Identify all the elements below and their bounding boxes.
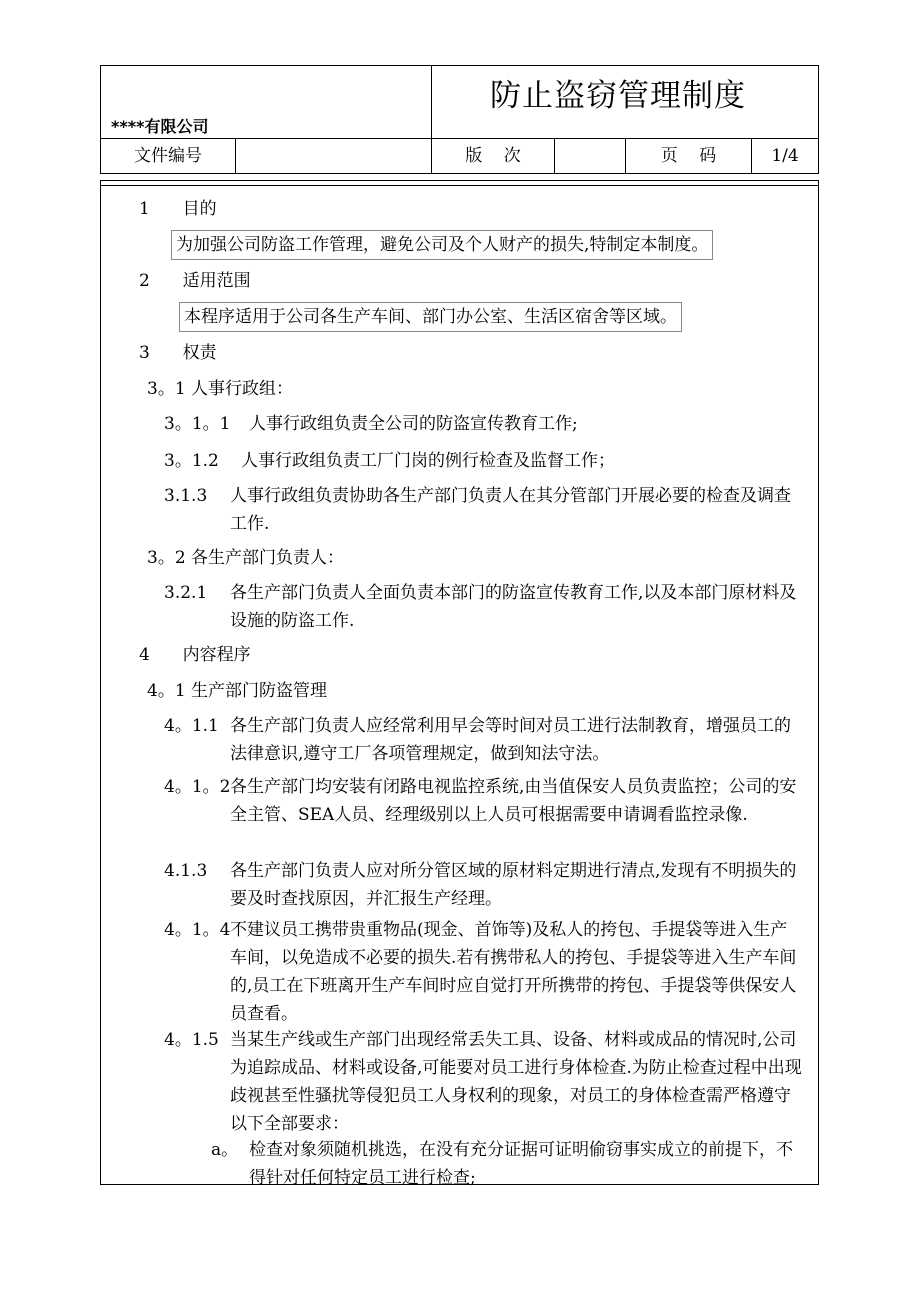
clause-number: 4。1.5 [164, 1030, 219, 1050]
clause-4-1-5 [164, 1026, 804, 1138]
clause-number: 4。1。2 [164, 777, 231, 797]
section-title: 各生产部门负责人： [191, 548, 345, 568]
item-text: 检查对象须随机挑选，在没有充分证据可证明偷窃事实成立的前提下，不得针对任何特定员工进行检查; [249, 1140, 793, 1188]
clause-3-1-2 [164, 447, 804, 475]
clause-text: 各生产部门负责人应经常利用早会等时间对员工进行法制教育，增强员工的法律意识,遵守工厂各项管理规定，做到知法守法。 [230, 716, 791, 764]
section-2-text: 本程序适用于公司各生产车间、部门办公室、生活区宿舍等区域。 [179, 302, 682, 332]
section-title: 目的 [182, 199, 217, 219]
clause-number: 4.1.3 [164, 861, 208, 881]
item-marker: a。 [211, 1140, 239, 1160]
clause-text: 当某生产线或生产部门出现经常丢失工具、设备、材料或成品的情况时,公司为追踪成品、材料或设备,可能要对员工进行身体检查.为防止检查过程中出现歧视甚至性骚扰等侵犯员工人身权利的现象，对员工的身体检查需严格遵守以下全部要求： [230, 1030, 802, 1134]
clause-text: 各生产部门负责人全面负责本部门的防盗宣传教育工作,以及本部门原材料及设施的防盗工作. [230, 583, 797, 631]
version-value [555, 139, 625, 174]
section-number: 3 [139, 343, 150, 363]
item-a [211, 1136, 806, 1192]
clause-3-1-1 [164, 410, 804, 438]
clause-text: 人事行政组负责协助各生产部门负责人在其分管部门开展必要的检查及调查工作. [230, 486, 791, 534]
section-title: 生产部门防盗管理 [191, 681, 328, 701]
section-3-2-heading [147, 544, 344, 572]
section-4-heading [139, 641, 251, 669]
clause-number: 3.2.1 [164, 583, 208, 603]
section-1-heading [139, 195, 217, 223]
clause-3-2-1 [164, 579, 804, 635]
page-number: 1/4 [771, 146, 799, 166]
clause-4-1-3 [164, 857, 804, 913]
section-title: 权责 [182, 343, 217, 363]
doc-number-label: 文件编号 [134, 146, 202, 166]
clause-3-1-3 [164, 482, 804, 538]
section-3-heading [139, 339, 217, 367]
section-number: 1 [139, 199, 150, 219]
clause-text: 各生产部门均安装有闭路电视监控系统,由当值保安人员负责监控；公司的安全主管、SEA人员、经理级别以上人员可根据需要申请调看监控录像. [230, 777, 797, 825]
clause-number: 3。1.2 [164, 451, 219, 471]
clause-text: 人事行政组负责工厂门岗的例行检查及监督工作； [241, 451, 615, 471]
company-name: ****有限公司 [111, 117, 209, 136]
clause-text: 人事行政组负责全公司的防盗宣传教育工作; [249, 414, 578, 434]
body-top-rule [101, 185, 818, 186]
section-1-text: 为加强公司防盗工作管理，避免公司及个人财产的损失,特制定本制度。 [171, 230, 713, 260]
section-title: 适用范围 [182, 271, 251, 291]
section-2-heading [139, 267, 251, 295]
clause-text: 各生产部门负责人应对所分管区域的原材料定期进行清点,发现有不明损失的要及时查找原因，并汇报生产经理。 [230, 861, 797, 909]
clause-number: 4。1。4 [164, 920, 231, 940]
section-4-1-heading [147, 677, 327, 705]
clause-text: 不建议员工携带贵重物品(现金、首饰等)及私人的挎包、手提袋等进入生产车间，以免造成不必要的损失.若有携带私人的挎包、手提袋等进入生产车间的,员工在下班离开生产车间时应自觉打开所携带的挎包、手提袋等供保安人员查看。 [230, 920, 797, 1024]
clause-4-1-4 [164, 916, 804, 1028]
section-number: 4 [139, 645, 150, 665]
section-3-1-heading [147, 375, 293, 403]
section-title: 内容程序 [182, 645, 251, 665]
clause-4-1-1 [164, 712, 804, 768]
section-number: 3。1 [147, 379, 186, 399]
clause-4-1-2 [164, 773, 804, 829]
document-body [100, 180, 819, 1188]
section-title: 人事行政组： [191, 379, 294, 399]
version-label: 版 次 [465, 146, 521, 166]
clause-number: 3。1。1 [164, 414, 231, 434]
section-number: 4。1 [147, 681, 186, 701]
clause-number: 4。1.1 [164, 716, 219, 736]
section-number: 2 [139, 271, 150, 291]
document-header [100, 65, 819, 174]
clause-number: 3.1.3 [164, 486, 208, 506]
section-number: 3。2 [147, 548, 186, 568]
page-label: 页 码 [660, 146, 717, 166]
document-title: 防止盗窃管理制度 [490, 78, 746, 114]
doc-number-value [236, 139, 431, 174]
